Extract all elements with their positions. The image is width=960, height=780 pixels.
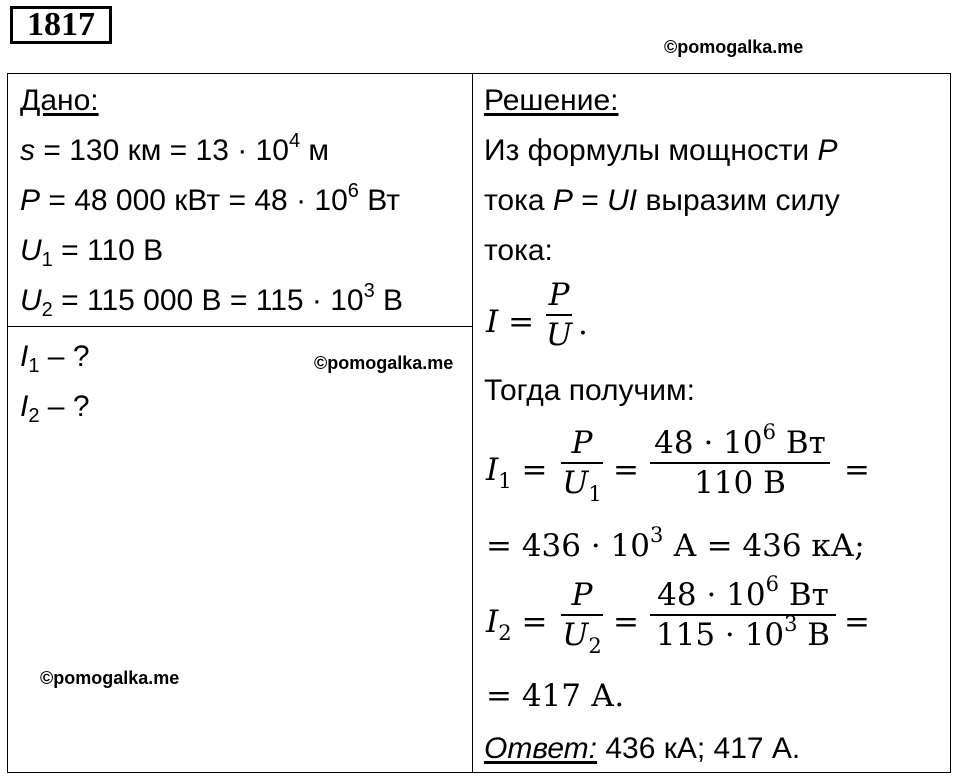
formula-period: .	[578, 306, 588, 342]
given-power: P = 48 000 кВт = $48 \cdot 10^6$ Вт	[20, 180, 400, 217]
watermark-bottom: ©pomogalka.me	[40, 668, 180, 688]
watermark-top: ©pomogalka.me	[664, 37, 804, 57]
find-current-1: $I_1$ – ?	[20, 340, 90, 377]
i1-p-over-u1: $\frac{P}{U_1}$	[562, 425, 602, 506]
i2-equals: =	[613, 604, 639, 640]
solution-then: Тогда получим:	[484, 374, 695, 407]
solution-text-2: тока P = UI выразим силу	[484, 184, 840, 217]
i2-numeric-fraction: $48 \cdot 10^6$ Вт $115 \cdot 10^3$ В	[650, 576, 836, 654]
i1-equals-trailing: =	[844, 452, 870, 488]
i2-equals-trailing: =	[844, 604, 870, 640]
given-heading: Дано:	[20, 84, 99, 117]
answer: Ответ: 436 кА; 417 А.	[484, 732, 801, 765]
watermark-middle: ©pomogalka.me	[314, 353, 454, 373]
i1-equals: =	[613, 452, 639, 488]
column-divider	[472, 73, 473, 773]
solution-heading: Решение:	[484, 84, 619, 117]
formula-p-over-u: $\frac{P}{U}$	[546, 277, 573, 353]
given-voltage-2: $U_2 = 115$ 000 $В = 115 \cdot 10^3$ В	[20, 280, 404, 321]
find-current-2: $I_2$ – ?	[20, 390, 90, 427]
given-voltage-1: $U_1 = 110$ В	[20, 234, 164, 271]
i1-lhs: $I_1$ =	[486, 452, 548, 493]
solution-text-1: Из формулы мощности P	[484, 134, 838, 167]
given-distance: s = 130 км = $13 \cdot 10^4$ м	[20, 130, 330, 167]
given-find-divider	[7, 326, 473, 327]
problem-number: 1817	[10, 6, 112, 44]
formula-current: I =	[486, 304, 535, 340]
i2-result: = 417 А.	[486, 678, 625, 714]
i2-p-over-u2: $\frac{P}{U_2}$	[562, 577, 602, 658]
i1-numeric-fraction: $48 \cdot 10^6$ Вт 110 В	[650, 424, 830, 502]
i2-lhs: $I_2$ =	[486, 604, 548, 645]
solution-text-3: тока:	[484, 234, 553, 267]
i1-result: = $436 \cdot 10^3$ А = 436 кА;	[486, 523, 865, 564]
